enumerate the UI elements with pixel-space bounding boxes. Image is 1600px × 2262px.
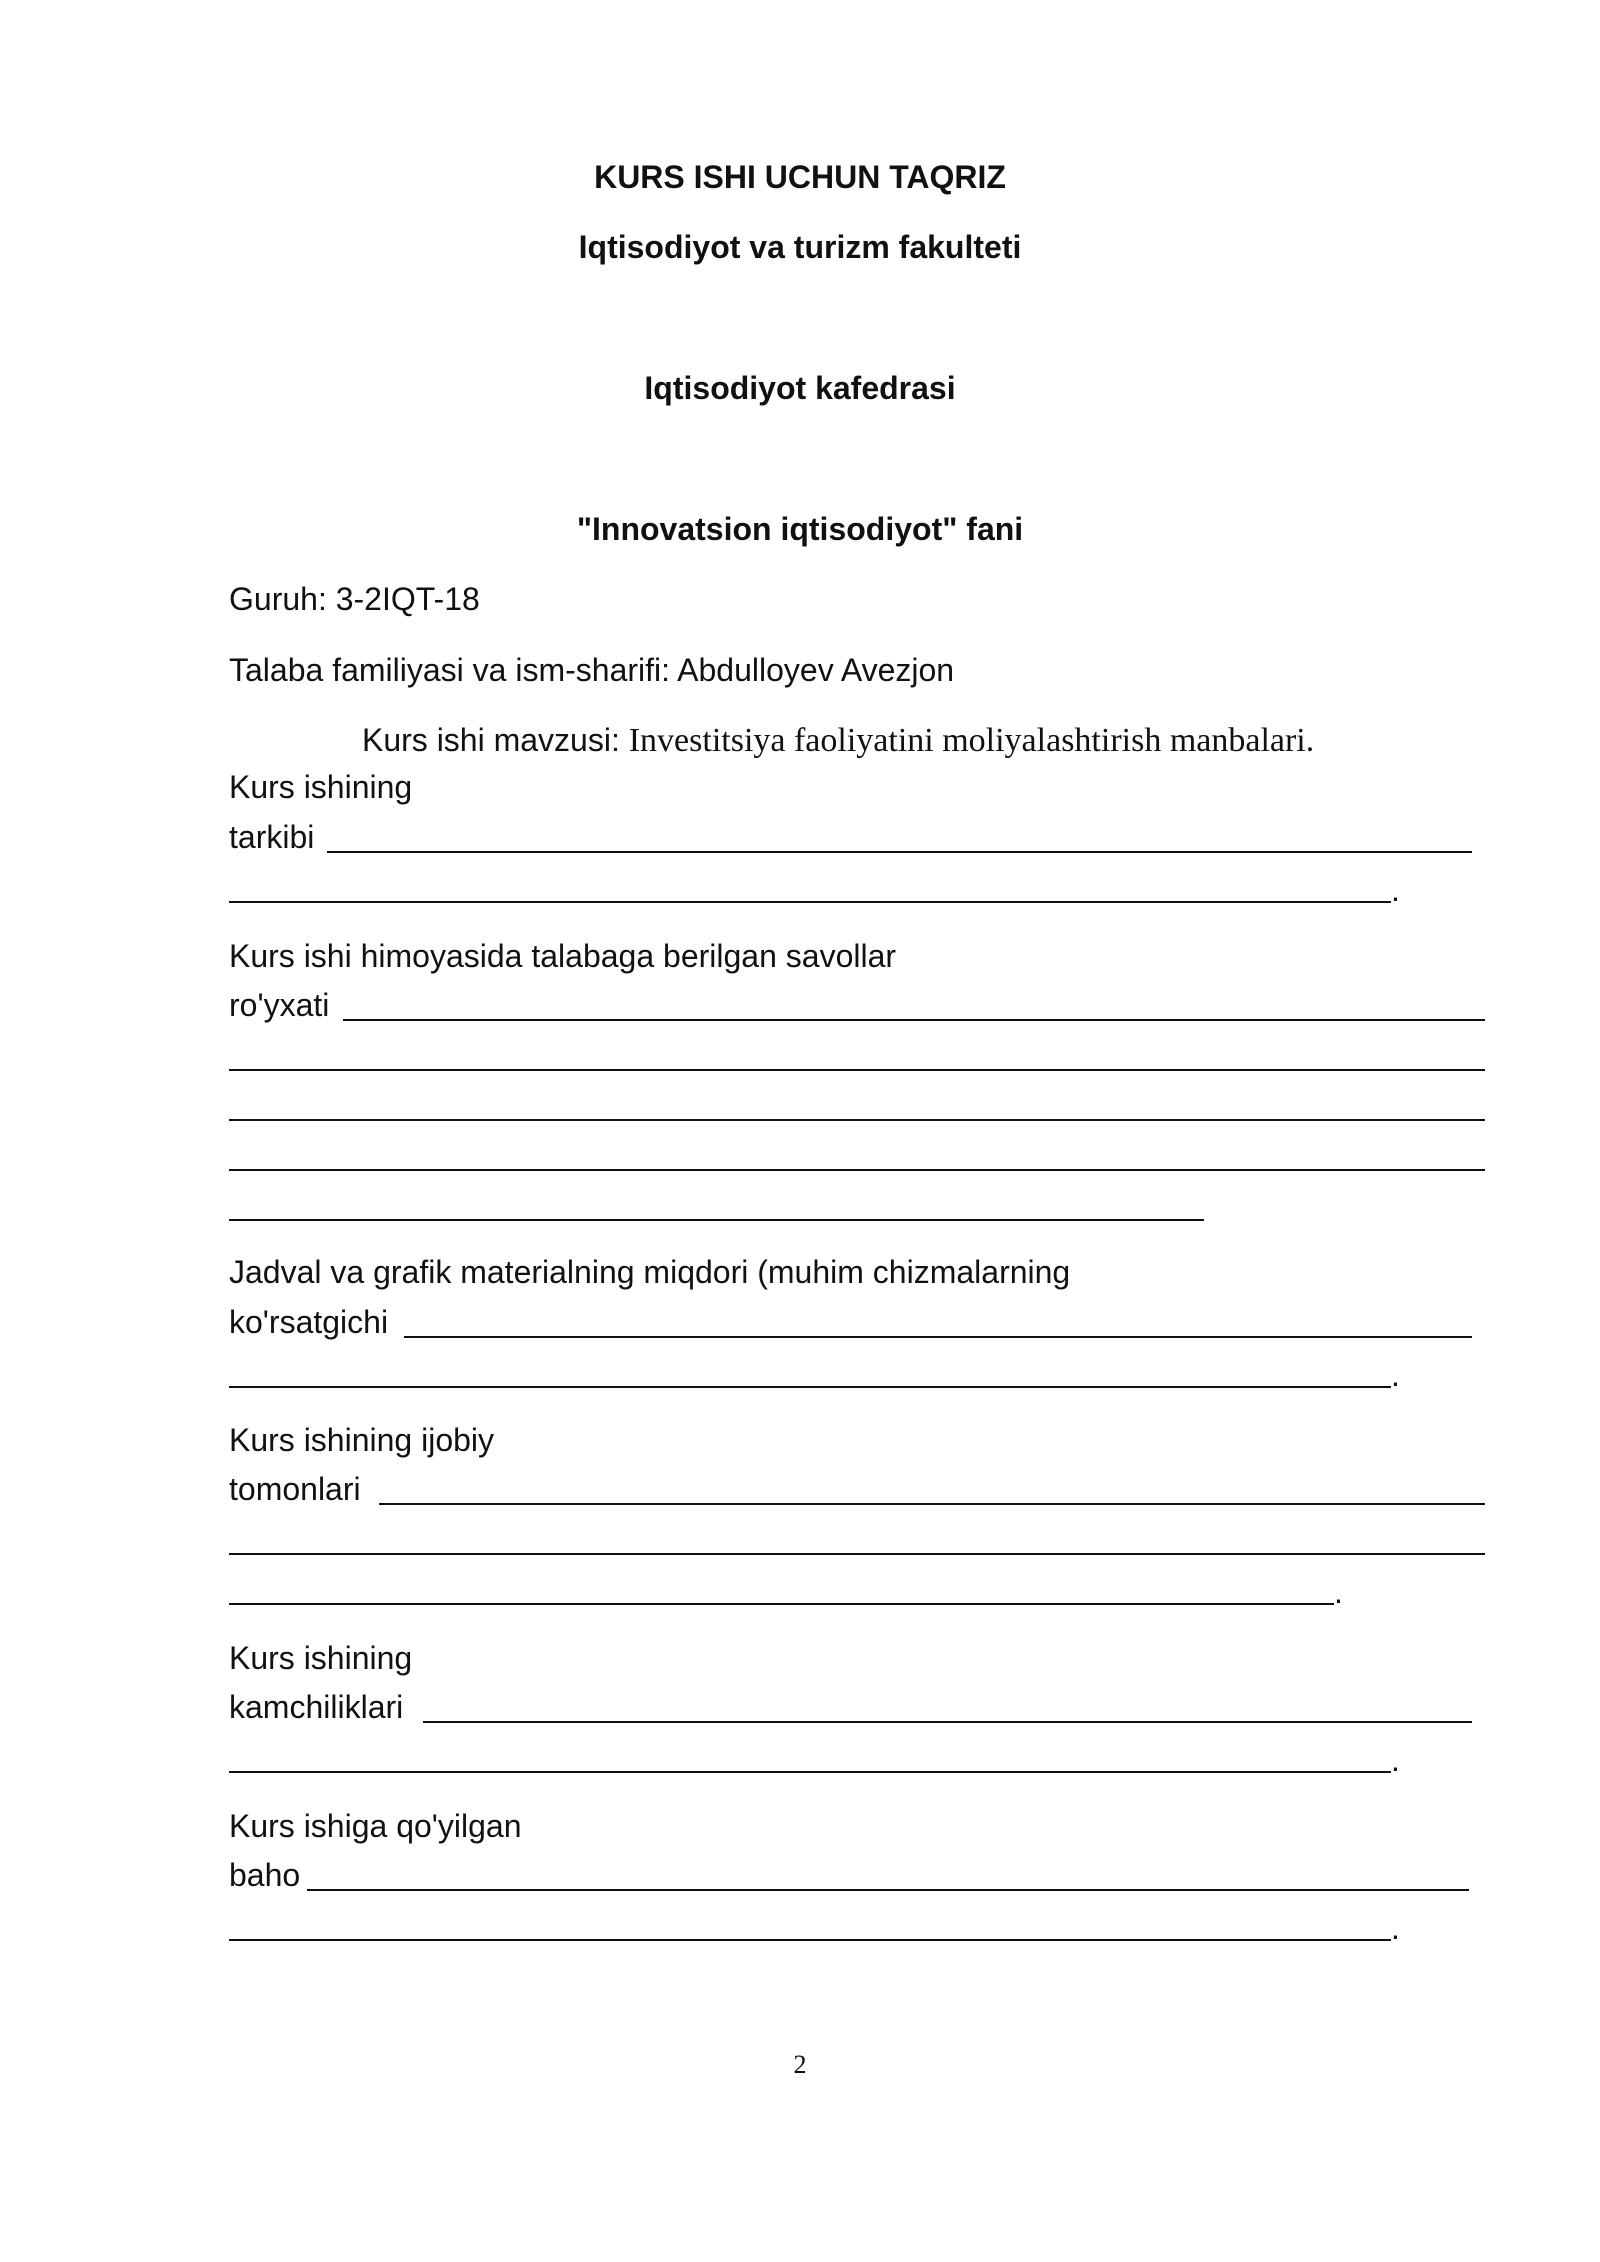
questions-label-line2: ro'yxati bbox=[229, 987, 330, 1023]
grade-label-line1: Kurs ishiga qo'yilgan bbox=[229, 1808, 522, 1844]
topic-value: Investitsiya faoliyatini moliyalashtirish manbalari. bbox=[628, 722, 1315, 759]
department-name: Iqtisodiyot kafedrasi bbox=[644, 370, 956, 406]
student-name-line: Talaba familiyasi va ism-sharifi: Abdulloyev Avezjon bbox=[229, 652, 955, 688]
tables-label-line1: Jadval va grafik materialning miqdori (muhim chizmalarning bbox=[229, 1254, 1071, 1290]
tables-label-line2: ko'rsatgichi bbox=[229, 1304, 389, 1340]
content-fill-line[interactable] bbox=[229, 901, 1391, 903]
content-label-line1: Kurs ishining bbox=[229, 769, 413, 805]
period-mark: . bbox=[1391, 1742, 1400, 1778]
grade-label-line2: baho bbox=[229, 1857, 301, 1893]
positive-fill-line[interactable] bbox=[379, 1503, 1485, 1505]
period-mark: . bbox=[1391, 1357, 1400, 1393]
period-mark: . bbox=[1334, 1574, 1343, 1610]
positive-fill-line[interactable] bbox=[229, 1553, 1485, 1555]
document-title: KURS ISHI UCHUN TAQRIZ bbox=[594, 159, 1006, 195]
page-number: 2 bbox=[793, 2050, 807, 2079]
questions-label-line1: Kurs ishi himoyasida talabaga berilgan savollar bbox=[229, 938, 897, 974]
positive-fill-line[interactable] bbox=[229, 1603, 1334, 1605]
positive-label-line2: tomonlari bbox=[229, 1471, 361, 1507]
questions-fill-line[interactable] bbox=[343, 1019, 1485, 1021]
shortcomings-fill-line[interactable] bbox=[229, 1771, 1391, 1773]
grade-fill-line[interactable] bbox=[229, 1939, 1391, 1941]
tables-fill-line[interactable] bbox=[229, 1386, 1391, 1388]
topic-line bbox=[362, 720, 1314, 761]
topic-label: Kurs ishi mavzusi: bbox=[362, 722, 629, 758]
tables-fill-line[interactable] bbox=[404, 1336, 1472, 1338]
grade-fill-line[interactable] bbox=[307, 1889, 1469, 1891]
questions-fill-line[interactable] bbox=[229, 1069, 1485, 1071]
questions-fill-line[interactable] bbox=[229, 1219, 1204, 1221]
shortcomings-label-line1: Kurs ishining bbox=[229, 1640, 413, 1676]
questions-fill-line[interactable] bbox=[229, 1169, 1485, 1171]
shortcomings-label-line2: kamchiliklari bbox=[229, 1689, 404, 1725]
shortcomings-fill-line[interactable] bbox=[423, 1721, 1472, 1723]
questions-fill-line[interactable] bbox=[229, 1119, 1485, 1121]
period-mark: . bbox=[1391, 1910, 1400, 1946]
subject-name: "Innovatsion iqtisodiyot" fani bbox=[576, 511, 1024, 547]
group-line: Guruh: 3-2IQT-18 bbox=[229, 581, 480, 617]
content-fill-line[interactable] bbox=[327, 851, 1472, 853]
period-mark: . bbox=[1391, 872, 1400, 908]
content-label-line2: tarkibi bbox=[229, 819, 315, 855]
faculty-name: Iqtisodiyot va turizm fakulteti bbox=[578, 229, 1022, 265]
positive-label-line1: Kurs ishining ijobiy bbox=[229, 1422, 495, 1458]
